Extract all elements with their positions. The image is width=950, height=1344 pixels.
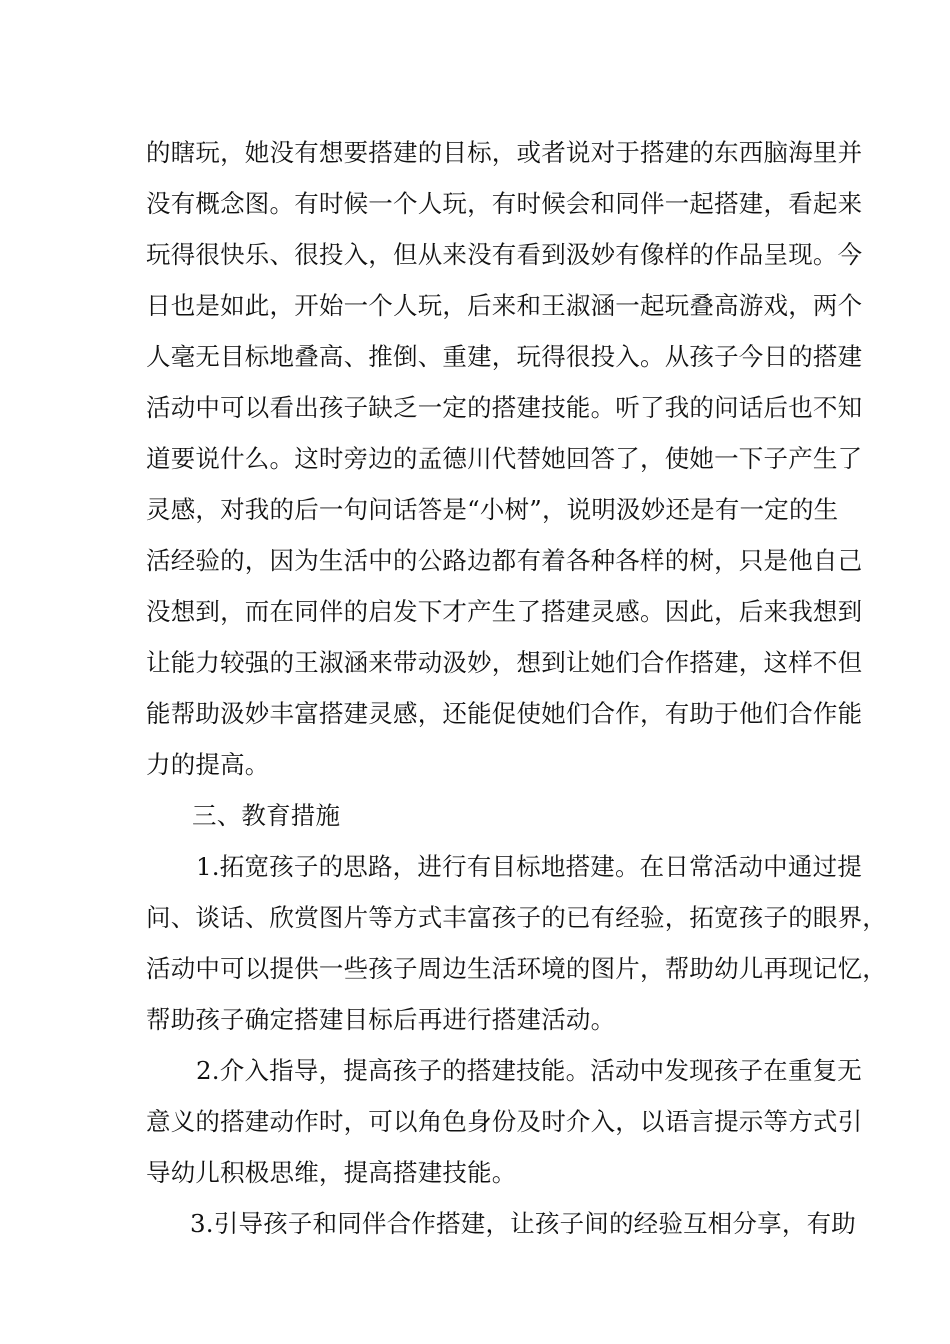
- paragraph-line: 让能力较强的王淑涵来带动汲妙，想到让她们合作搭建，这样不但: [146, 648, 863, 677]
- paragraph-line: 活动中可以看出孩子缺乏一定的搭建技能。听了我的问话后也不知: [146, 393, 863, 422]
- measure-1-line: 1.拓宽孩子的思路，进行有目标地搭建。在日常活动中通过提: [196, 852, 862, 881]
- paragraph-line: 人毫无目标地叠高、推倒、重建，玩得很投入。从孩子今日的搭建: [146, 342, 863, 371]
- measure-2-line: 意义的搭建动作时，可以角色身份及时介入，以语言提示等方式引: [146, 1107, 863, 1136]
- measure-2-line: 2.介入指导，提高孩子的搭建技能。活动中发现孩子在重复无: [196, 1056, 862, 1085]
- measure-1-line: 问、谈话、欣赏图片等方式丰富孩子的已有经验，拓宽孩子的眼界，: [146, 903, 887, 932]
- measure-3-line: 3.引导孩子和同伴合作搭建，让孩子间的经验互相分享，有助: [190, 1209, 856, 1238]
- paragraph-line: 道要说什么。这时旁边的孟德川代替她回答了，使她一下子产生了: [146, 444, 863, 473]
- paragraph-line: 灵感，对我的后一句问话答是“小树”，说明汲妙还是有一定的生: [146, 495, 839, 524]
- paragraph-line: 日也是如此，开始一个人玩，后来和王淑涵一起玩叠高游戏，两个: [146, 291, 863, 320]
- paragraph-line: 力的提高。: [146, 750, 270, 779]
- measure-2-line: 导幼儿积极思维，提高搭建技能。: [146, 1158, 517, 1187]
- measure-1-line: 活动中可以提供一些孩子周边生活环境的图片，帮助幼儿再现记忆，: [146, 954, 887, 983]
- measure-1-line: 帮助孩子确定搭建目标后再进行搭建活动。: [146, 1005, 616, 1034]
- paragraph-line: 活经验的，因为生活中的公路边都有着各种各样的树，只是他自己: [146, 546, 863, 575]
- section-heading: 三、教育措施: [192, 801, 341, 830]
- paragraph-line: 的瞎玩，她没有想要搭建的目标，或者说对于搭建的东西脑海里并: [146, 138, 863, 167]
- paragraph-line: 没有概念图。有时候一个人玩，有时候会和同伴一起搭建，看起来: [146, 189, 863, 218]
- paragraph-line: 能帮助汲妙丰富搭建灵感，还能促使她们合作，有助于他们合作能: [146, 699, 863, 728]
- paragraph-line: 玩得很快乐、很投入，但从来没有看到汲妙有像样的作品呈现。今: [146, 240, 863, 269]
- paragraph-line: 没想到，而在同伴的启发下才产生了搭建灵感。因此，后来我想到: [146, 597, 863, 626]
